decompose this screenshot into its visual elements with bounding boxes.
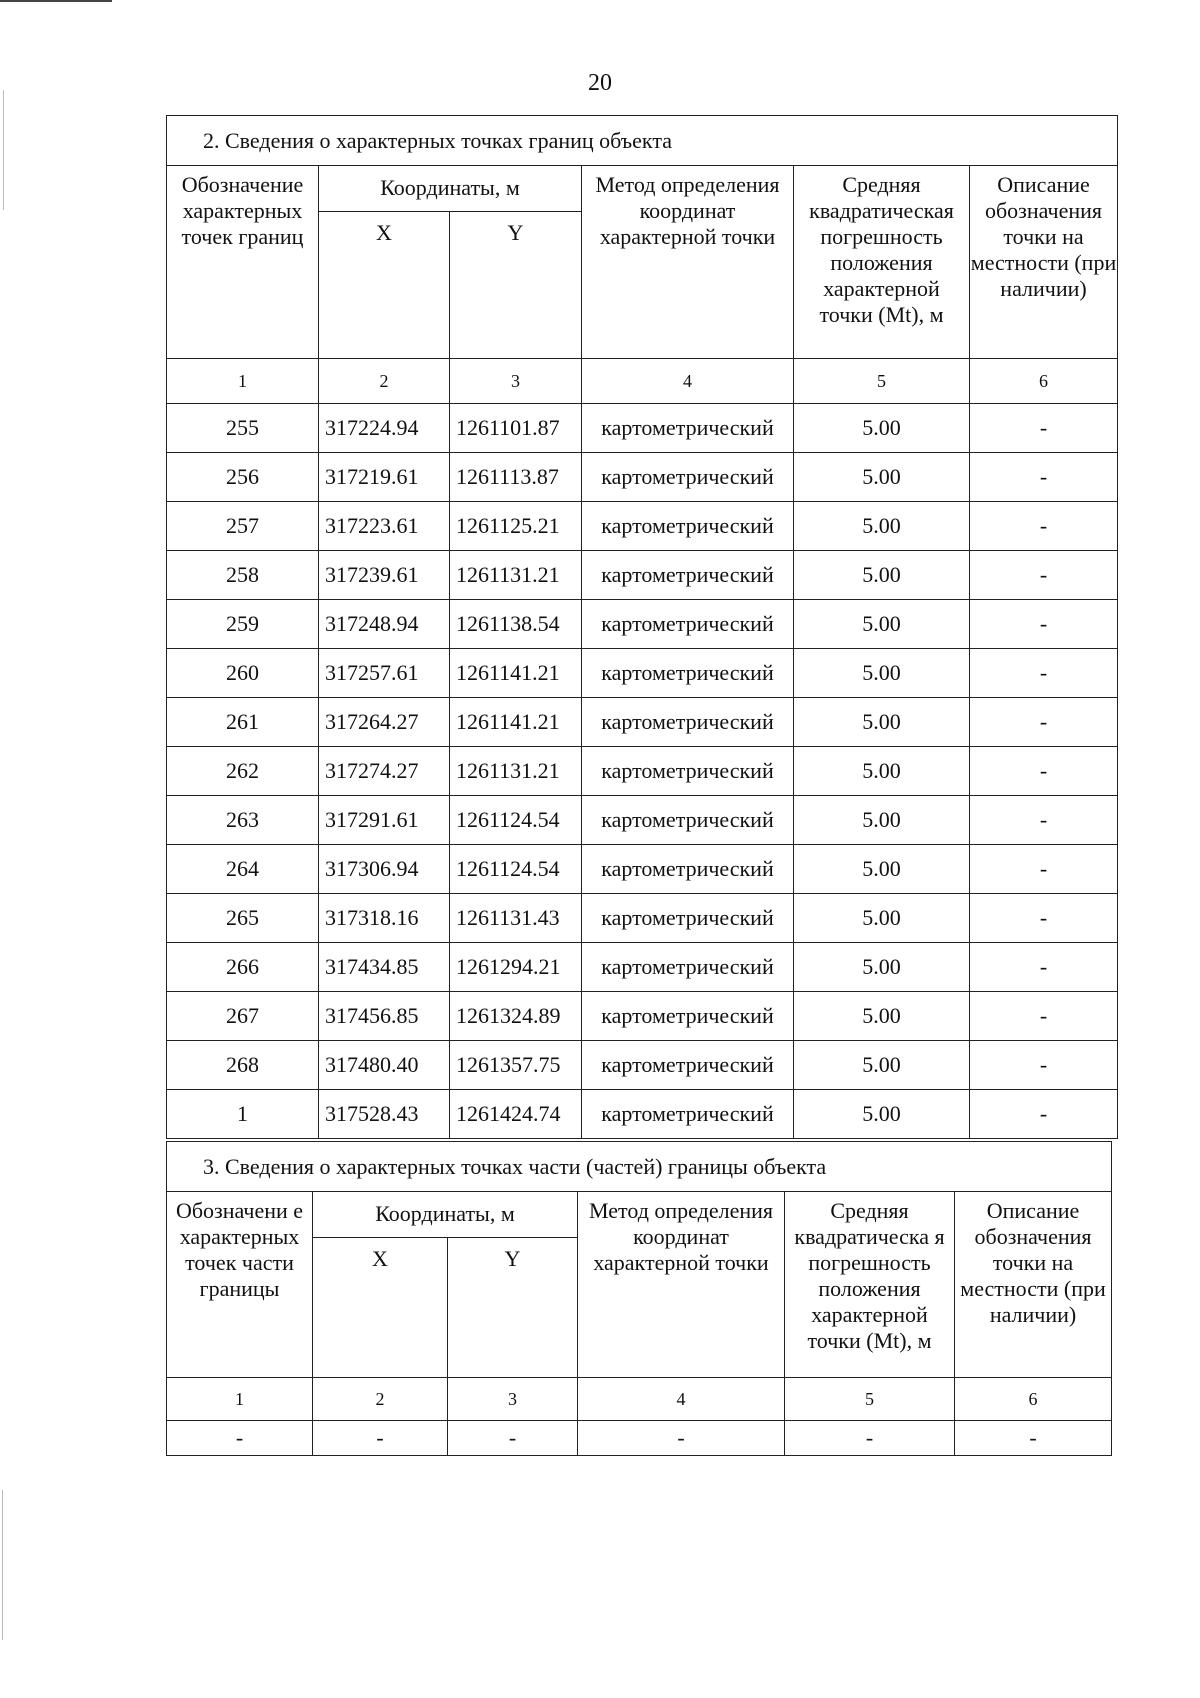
y-coordinate-cell: 1261357.75 bbox=[450, 1041, 582, 1090]
table-cell: - bbox=[785, 1421, 955, 1456]
scan-margin-line bbox=[2, 1490, 3, 1640]
table-row bbox=[167, 600, 1118, 649]
description-cell: - bbox=[970, 600, 1118, 649]
point-cell: 267 bbox=[167, 992, 319, 1041]
column-number: 1 bbox=[167, 359, 319, 404]
column-number: 3 bbox=[450, 359, 582, 404]
y-coordinate-cell: 1261125.21 bbox=[450, 502, 582, 551]
method-cell: картометрический bbox=[582, 453, 794, 502]
scan-edge-line bbox=[0, 0, 112, 2]
scan-margin-line bbox=[3, 90, 4, 210]
table-row bbox=[167, 551, 1118, 600]
x-coordinate-cell: 317239.61 bbox=[319, 551, 450, 600]
description-cell: - bbox=[970, 502, 1118, 551]
header-coordinates: Координаты, м bbox=[313, 1192, 578, 1238]
column-number: 2 bbox=[319, 359, 450, 404]
error-cell: 5.00 bbox=[794, 1041, 970, 1090]
table-row bbox=[167, 1041, 1118, 1090]
header-method: Метод определения координат характерной точки bbox=[578, 1192, 785, 1378]
method-cell: картометрический bbox=[582, 404, 794, 453]
header-error: Средняя квадратическая погрешность положения характерной точки (Mt), м bbox=[794, 166, 970, 359]
method-cell: картометрический bbox=[582, 1090, 794, 1139]
y-coordinate-cell: 1261141.21 bbox=[450, 649, 582, 698]
table-cell: - bbox=[955, 1421, 1112, 1456]
method-cell: картометрический bbox=[582, 747, 794, 796]
point-cell: 264 bbox=[167, 845, 319, 894]
error-cell: 5.00 bbox=[794, 600, 970, 649]
header-designation: Обозначени е характерных точек части границы bbox=[167, 1192, 313, 1378]
description-cell: - bbox=[970, 1041, 1118, 1090]
point-cell: 260 bbox=[167, 649, 319, 698]
table-row bbox=[167, 894, 1118, 943]
x-coordinate-cell: 317223.61 bbox=[319, 502, 450, 551]
method-cell: картометрический bbox=[582, 1041, 794, 1090]
error-cell: 5.00 bbox=[794, 453, 970, 502]
header-coordinates: Координаты, м bbox=[319, 166, 582, 212]
point-cell: 1 bbox=[167, 1090, 319, 1139]
table-row bbox=[167, 1421, 1112, 1456]
description-cell: - bbox=[970, 747, 1118, 796]
description-cell: - bbox=[970, 551, 1118, 600]
error-cell: 5.00 bbox=[794, 943, 970, 992]
y-coordinate-cell: 1261324.89 bbox=[450, 992, 582, 1041]
header-y: Y bbox=[448, 1237, 578, 1377]
point-cell: 256 bbox=[167, 453, 319, 502]
description-cell: - bbox=[970, 992, 1118, 1041]
header-designation: Обозначение характерных точек границ bbox=[167, 166, 319, 359]
y-coordinate-cell: 1261141.21 bbox=[450, 698, 582, 747]
x-coordinate-cell: 317291.61 bbox=[319, 796, 450, 845]
table-cell: - bbox=[313, 1421, 448, 1456]
table-row bbox=[167, 992, 1118, 1041]
point-cell: 266 bbox=[167, 943, 319, 992]
section-3-title: 3. Сведения о характерных точках части (частей) границы объекта bbox=[167, 1142, 1112, 1192]
table-row bbox=[167, 796, 1118, 845]
method-cell: картометрический bbox=[582, 698, 794, 747]
y-coordinate-cell: 1261131.43 bbox=[450, 894, 582, 943]
boundary-points-table bbox=[166, 115, 1118, 1139]
x-coordinate-cell: 317456.85 bbox=[319, 992, 450, 1041]
table-cell: - bbox=[448, 1421, 578, 1456]
point-cell: 258 bbox=[167, 551, 319, 600]
header-description: Описание обозначения точки на местности (при наличии) bbox=[955, 1192, 1112, 1378]
method-cell: картометрический bbox=[582, 894, 794, 943]
table-cell: - bbox=[167, 1421, 313, 1456]
header-y: Y bbox=[450, 211, 582, 358]
error-cell: 5.00 bbox=[794, 551, 970, 600]
error-cell: 5.00 bbox=[794, 992, 970, 1041]
method-cell: картометрический bbox=[582, 502, 794, 551]
method-cell: картометрический bbox=[582, 943, 794, 992]
y-coordinate-cell: 1261131.21 bbox=[450, 747, 582, 796]
point-cell: 263 bbox=[167, 796, 319, 845]
error-cell: 5.00 bbox=[794, 845, 970, 894]
header-method: Метод определения координат характерной точки bbox=[582, 166, 794, 359]
y-coordinate-cell: 1261101.87 bbox=[450, 404, 582, 453]
y-coordinate-cell: 1261131.21 bbox=[450, 551, 582, 600]
column-number: 6 bbox=[955, 1378, 1112, 1421]
x-coordinate-cell: 317480.40 bbox=[319, 1041, 450, 1090]
error-cell: 5.00 bbox=[794, 894, 970, 943]
x-coordinate-cell: 317306.94 bbox=[319, 845, 450, 894]
section-2-title: 2. Сведения о характерных точках границ объекта bbox=[167, 116, 1118, 166]
table-cell: - bbox=[578, 1421, 785, 1456]
error-cell: 5.00 bbox=[794, 1090, 970, 1139]
x-coordinate-cell: 317434.85 bbox=[319, 943, 450, 992]
column-number: 3 bbox=[448, 1378, 578, 1421]
y-coordinate-cell: 1261124.54 bbox=[450, 845, 582, 894]
description-cell: - bbox=[970, 649, 1118, 698]
header-x: X bbox=[319, 211, 450, 358]
error-cell: 5.00 bbox=[794, 796, 970, 845]
error-cell: 5.00 bbox=[794, 649, 970, 698]
method-cell: картометрический bbox=[582, 845, 794, 894]
description-cell: - bbox=[970, 943, 1118, 992]
column-number: 4 bbox=[582, 359, 794, 404]
description-cell: - bbox=[970, 1090, 1118, 1139]
column-number: 2 bbox=[313, 1378, 448, 1421]
description-cell: - bbox=[970, 845, 1118, 894]
y-coordinate-cell: 1261113.87 bbox=[450, 453, 582, 502]
method-cell: картометрический bbox=[582, 551, 794, 600]
error-cell: 5.00 bbox=[794, 698, 970, 747]
boundary-part-points-table bbox=[166, 1141, 1112, 1456]
description-cell: - bbox=[970, 698, 1118, 747]
y-coordinate-cell: 1261424.74 bbox=[450, 1090, 582, 1139]
error-cell: 5.00 bbox=[794, 502, 970, 551]
table-row bbox=[167, 747, 1118, 796]
point-cell: 262 bbox=[167, 747, 319, 796]
x-coordinate-cell: 317264.27 bbox=[319, 698, 450, 747]
y-coordinate-cell: 1261138.54 bbox=[450, 600, 582, 649]
table-row bbox=[167, 404, 1118, 453]
x-coordinate-cell: 317528.43 bbox=[319, 1090, 450, 1139]
x-coordinate-cell: 317248.94 bbox=[319, 600, 450, 649]
table-row bbox=[167, 845, 1118, 894]
header-description: Описание обозначения точки на местности (при наличии) bbox=[970, 166, 1118, 359]
point-cell: 257 bbox=[167, 502, 319, 551]
column-number: 6 bbox=[970, 359, 1118, 404]
x-coordinate-cell: 317219.61 bbox=[319, 453, 450, 502]
point-cell: 261 bbox=[167, 698, 319, 747]
x-coordinate-cell: 317318.16 bbox=[319, 894, 450, 943]
description-cell: - bbox=[970, 796, 1118, 845]
point-cell: 265 bbox=[167, 894, 319, 943]
column-number: 5 bbox=[785, 1378, 955, 1421]
description-cell: - bbox=[970, 404, 1118, 453]
table-row bbox=[167, 649, 1118, 698]
point-cell: 268 bbox=[167, 1041, 319, 1090]
column-number: 4 bbox=[578, 1378, 785, 1421]
table-row bbox=[167, 502, 1118, 551]
error-cell: 5.00 bbox=[794, 404, 970, 453]
method-cell: картометрический bbox=[582, 796, 794, 845]
description-cell: - bbox=[970, 453, 1118, 502]
point-cell: 255 bbox=[167, 404, 319, 453]
method-cell: картометрический bbox=[582, 649, 794, 698]
x-coordinate-cell: 317224.94 bbox=[319, 404, 450, 453]
table-row bbox=[167, 943, 1118, 992]
header-error: Средняя квадратическа я погрешность положения характерной точки (Mt), м bbox=[785, 1192, 955, 1378]
table-row bbox=[167, 1090, 1118, 1139]
table-row bbox=[167, 698, 1118, 747]
point-cell: 259 bbox=[167, 600, 319, 649]
y-coordinate-cell: 1261294.21 bbox=[450, 943, 582, 992]
method-cell: картометрический bbox=[582, 600, 794, 649]
error-cell: 5.00 bbox=[794, 747, 970, 796]
table-row bbox=[167, 453, 1118, 502]
description-cell: - bbox=[970, 894, 1118, 943]
column-number: 5 bbox=[794, 359, 970, 404]
y-coordinate-cell: 1261124.54 bbox=[450, 796, 582, 845]
column-number: 1 bbox=[167, 1378, 313, 1421]
method-cell: картометрический bbox=[582, 992, 794, 1041]
x-coordinate-cell: 317274.27 bbox=[319, 747, 450, 796]
header-x: X bbox=[313, 1237, 448, 1377]
page-number: 20 bbox=[588, 70, 612, 96]
x-coordinate-cell: 317257.61 bbox=[319, 649, 450, 698]
